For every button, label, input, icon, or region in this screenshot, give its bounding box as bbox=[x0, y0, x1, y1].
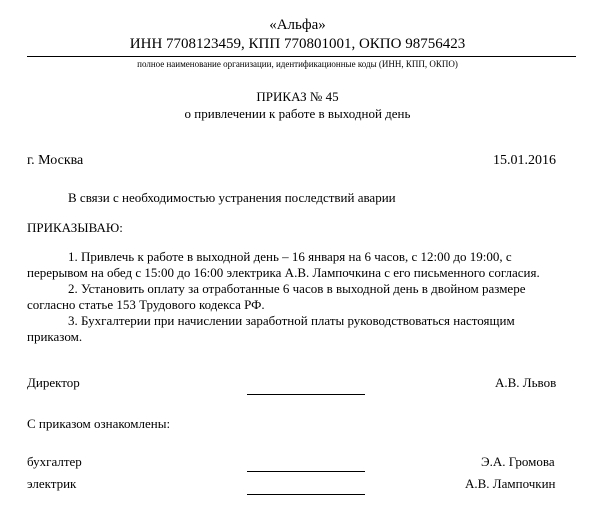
item-1-line-2: перерывом на обед с 15:00 до 16:00 электрика А.В. Лампочкина с его письменного согласия. bbox=[27, 265, 540, 280]
item-2-line-1: 2. Установить оплату за отработанные 6 часов в выходной день в двойном размере bbox=[68, 281, 526, 296]
order-word: ПРИКАЗЫВАЮ: bbox=[27, 220, 123, 235]
order-subject: о привлечении к работе в выходной день bbox=[184, 106, 411, 121]
item-2-line-2: согласно статье 153 Трудового кодекса РФ. bbox=[27, 297, 265, 312]
signer-role-accountant: бухгалтер bbox=[27, 454, 82, 469]
signer-role-electrician: электрик bbox=[27, 476, 77, 491]
organization-name: «Альфа» bbox=[269, 17, 326, 33]
acquainted-label: С приказом ознакомлены: bbox=[27, 416, 171, 431]
signer-name-accountant: Э.А. Громова bbox=[481, 454, 555, 469]
director-label: Директор bbox=[27, 375, 80, 390]
order-date: 15.01.2016 bbox=[493, 153, 556, 168]
header-caption: полное наименование организации, идентификационные коды (ИНН, КПП, ОКПО) bbox=[137, 59, 458, 69]
accountant-signature-line bbox=[247, 471, 365, 472]
director-signature-line bbox=[247, 394, 365, 395]
director-name: А.В. Львов bbox=[495, 375, 557, 390]
item-3-line-2: приказом. bbox=[27, 329, 83, 344]
item-3-line-1: 3. Бухгалтерии при начислении заработной платы руководствоваться настоящим bbox=[68, 313, 515, 328]
order-title: ПРИКАЗ № 45 bbox=[256, 89, 339, 104]
header-divider bbox=[27, 56, 576, 57]
signer-name-electrician: А.В. Лампочкин bbox=[465, 476, 556, 491]
electrician-signature-line bbox=[247, 494, 365, 495]
organization-codes: ИНН 7708123459, КПП 770801001, ОКПО 98756423 bbox=[129, 36, 466, 52]
item-1-line-1: 1. Привлечь к работе в выходной день – 16 января на 6 часов, с 12:00 до 19:00, с bbox=[68, 249, 512, 264]
preamble: В связи с необходимостью устранения последствий аварии bbox=[68, 190, 396, 205]
city: г. Москва bbox=[27, 153, 84, 168]
